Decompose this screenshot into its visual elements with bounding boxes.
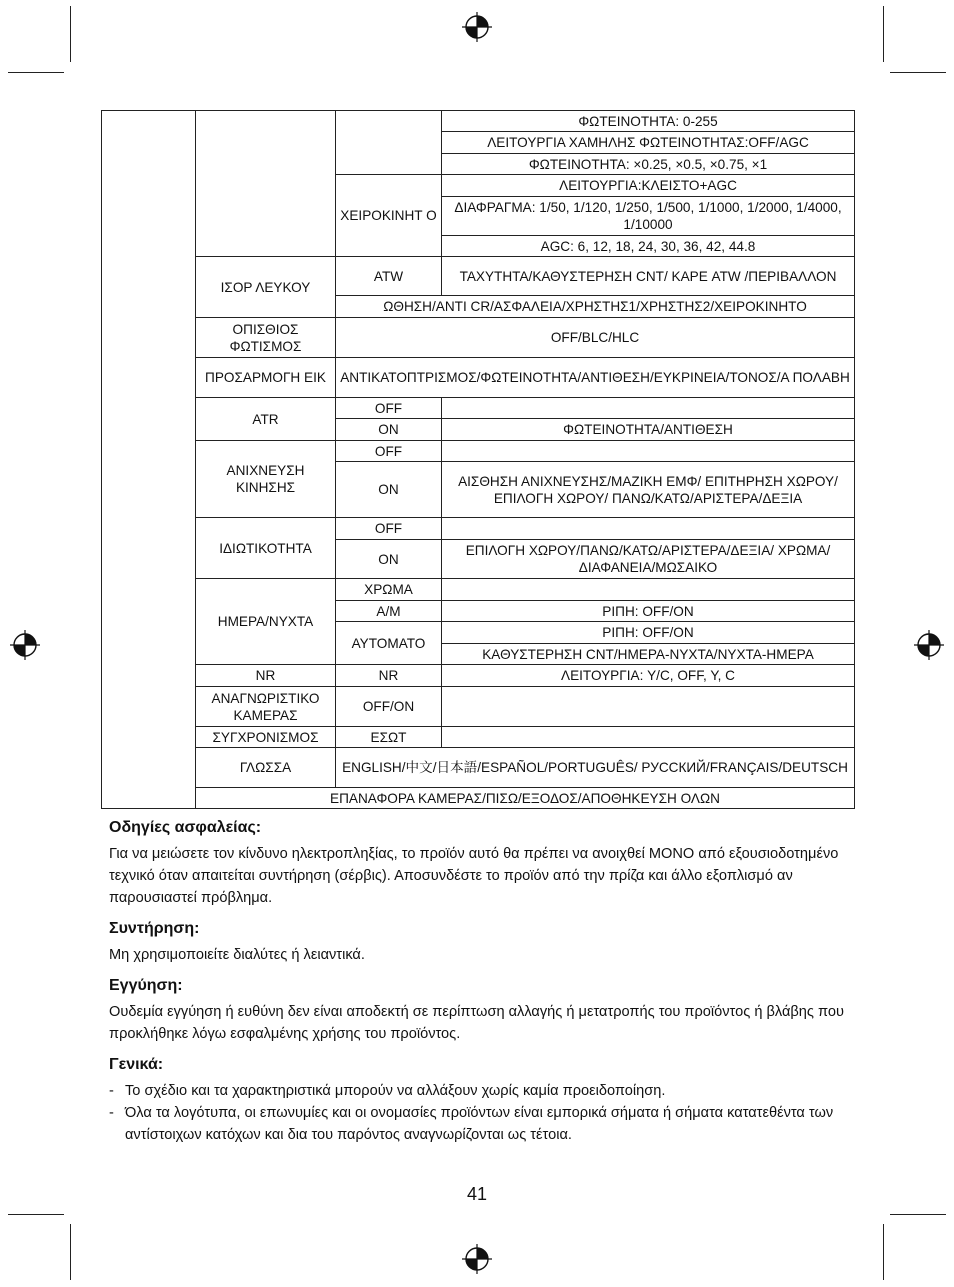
- table-cell: ΩΘΗΣΗ/ΑΝΤΙ CR/ΑΣΦΑΛΕΙΑ/ΧΡΗΣΤΗΣ1/ΧΡΗΣΤΗΣ2/ΧΕΙΡΟΚΙΝΗΤΟ: [336, 296, 855, 318]
- table-cell: [196, 111, 336, 257]
- table-cell: NR: [196, 665, 336, 687]
- table-cell: ΔΙΑΦΡΑΓΜΑ: 1/50, 1/120, 1/250, 1/500, 1/1000, 1/2000, 1/4000, 1/10000: [442, 197, 855, 236]
- table-cell: [442, 398, 855, 419]
- table-cell: OFF: [336, 441, 442, 462]
- list-item-text: Το σχέδιο και τα χαρακτηριστικά μπορούν να αλλάξουν χωρίς καμία προειδοποίηση.: [125, 1083, 666, 1099]
- table-cell: ΚΑΘΥΣΤΕΡΗΣΗ CNT/ΗΜΕΡΑ-ΝΥΧΤΑ/ΝΥΧΤΑ-ΗΜΕΡΑ: [442, 644, 855, 665]
- registration-mark-icon: [914, 630, 944, 660]
- table-cell: ΓΛΩΣΣΑ: [196, 748, 336, 788]
- table-cell: ON: [336, 462, 442, 518]
- table-cell: ΧΡΩΜΑ: [336, 579, 442, 601]
- table-cell: NR: [336, 665, 442, 687]
- table-cell: ΧΕΙΡΟΚΙΝΗΤ Ο: [336, 175, 442, 257]
- maintenance-text: Μη χρησιμοποιείτε διαλύτες ή λειαντικά.: [109, 947, 365, 963]
- table-cell: [442, 518, 855, 540]
- table-cell: ΙΔΙΩΤΙΚΟΤΗΤΑ: [196, 518, 336, 579]
- table-cell: AGC: 6, 12, 18, 24, 30, 36, 42, 44.8: [442, 236, 855, 257]
- general-heading: Γενικά:: [109, 1056, 164, 1073]
- crop-mark: [890, 1214, 946, 1215]
- table-cell: ΛΕΙΤΟΥΡΓΙΑ:ΚΛΕΙΣΤΟ+AGC: [442, 175, 855, 197]
- table-cell: ΡΙΠΗ: OFF/ON: [442, 622, 855, 644]
- table-cell: ΑΥΤΟΜΑΤΟ: [336, 622, 442, 665]
- table-cell: [442, 441, 855, 462]
- registration-mark-icon: [10, 630, 40, 660]
- table-cell: ATR: [196, 398, 336, 441]
- table-cell: ΟΠΙΣΘΙΟΣ ΦΩΤΙΣΜΟΣ: [196, 318, 336, 358]
- table-cell: ΦΩΤΕΙΝΟΤΗΤΑ: 0-255: [442, 111, 855, 132]
- registration-mark-icon: [462, 1244, 492, 1274]
- table-cell: ΕΣΩΤ: [336, 727, 442, 748]
- table-cell: OFF/ON: [336, 687, 442, 727]
- warranty-heading: Εγγύηση:: [109, 977, 183, 994]
- crop-mark: [890, 72, 946, 73]
- crop-mark: [8, 1214, 64, 1215]
- table-cell: ΡΙΠΗ: OFF/ON: [442, 601, 855, 622]
- table-cell: ATW: [336, 257, 442, 296]
- table-cell: ΛΕΙΤΟΥΡΓΙΑ: Y/C, OFF, Y, C: [442, 665, 855, 687]
- table-cell: ΑΙΣΘΗΣΗ ΑΝΙΧΝΕΥΣΗΣ/ΜΑΖΙΚΗ ΕΜΦ/ ΕΠΙΤΗΡΗΣΗ ΧΩΡΟΥ/ΕΠΙΛΟΓΗ ΧΩΡΟΥ/ ΠΑΝΩ/ΚΑΤΩ/ΑΡΙΣΤΕΡΑ/ΔΕΞΙΑ: [442, 462, 855, 518]
- table-cell: ΦΩΤΕΙΝΟΤΗΤΑ/ΑΝΤΙΘΕΣΗ: [442, 419, 855, 441]
- warranty-text: Ουδεμία εγγύηση ή ευθύνη δεν είναι αποδεκτή σε περίπτωση αλλαγής ή μετατροπής του προϊόντος ή βλάβης που προκλήθηκε λόγω εσφαλμένης χρήσης του προϊόντος.: [109, 1004, 844, 1042]
- table-cell: OFF/BLC/HLC: [336, 318, 855, 358]
- table-cell: Α/Μ: [336, 601, 442, 622]
- table-cell: ΕΠΙΛΟΓΗ ΧΩΡΟΥ/ΠΑΝΩ/ΚΑΤΩ/ΑΡΙΣΤΕΡΑ/ΔΕΞΙΑ/ ΧΡΩΜΑ/ΔΙΑΦΑΝΕΙΑ/ΜΩΣΑΙΚΟ: [442, 540, 855, 579]
- list-item: [109, 1102, 849, 1146]
- table-cell: ΦΩΤΕΙΝΟΤΗΤΑ: ×0.25, ×0.5, ×0.75, ×1: [442, 154, 855, 175]
- table-cell: ΑΝΑΓΝΩΡΙΣΤΙΚΟ ΚΑΜΕΡΑΣ: [196, 687, 336, 727]
- table-cell: [442, 687, 855, 727]
- list-item-text: Όλα τα λογότυπα, οι επωνυμίες και οι ονομασίες προϊόντων είναι εμπορικά σήματα ή σήματα κατατεθέντα των αντίστοιχων κατόχων και δια του παρόντος αναγνωρίζονται ως τέτοια.: [125, 1105, 834, 1143]
- table-cell: ΤΑΧΥΤΗΤΑ/ΚΑΘΥΣΤΕΡΗΣΗ CNT/ ΚΑΡΕ ATW /ΠΕΡΙΒΑΛΛΟΝ: [442, 257, 855, 296]
- table-cell: ΑΝΙΧΝΕΥΣΗ ΚΙΝΗΣΗΣ: [196, 441, 336, 518]
- crop-mark: [8, 72, 64, 73]
- bullet-dash: -: [109, 1105, 114, 1121]
- table-cell: OFF: [336, 398, 442, 419]
- empty-column-cell: [102, 111, 196, 809]
- text-sections: [109, 818, 849, 1146]
- table-cell: ΠΡΟΣΑΡΜΟΓΗ ΕΙΚ: [196, 358, 336, 398]
- bullet-dash: -: [109, 1083, 114, 1099]
- table-cell: ΙΣΟΡ ΛΕΥΚΟΥ: [196, 257, 336, 318]
- maintenance-heading: Συντήρηση:: [109, 920, 200, 937]
- table-cell: [442, 579, 855, 601]
- table-cell: OFF: [336, 518, 442, 540]
- table-cell: ENGLISH/中文/日本語/ESPAÑOL/PORTUGUÊS/ РУССКИЙ/FRANÇAIS/DEUTSCH: [336, 748, 855, 788]
- table-cell: ON: [336, 540, 442, 579]
- camera-menu-table: [101, 110, 855, 809]
- table-cell: ΛΕΙΤΟΥΡΓΙΑ ΧΑΜΗΛΗΣ ΦΩΤΕΙΝΟΤΗΤΑΣ:OFF/AGC: [442, 132, 855, 154]
- table-cell: [442, 727, 855, 748]
- table-cell: ΑΝΤΙΚΑΤΟΠΤΡΙΣΜΟΣ/ΦΩΤΕΙΝΟΤΗΤΑ/ΑΝΤΙΘΕΣΗ/ΕΥΚΡΙΝΕΙΑ/ΤΟΝΟΣ/Α ΠΟΛΑΒΗ: [336, 358, 855, 398]
- safety-heading: Οδηγίες ασφαλείας:: [109, 819, 262, 836]
- general-list: [109, 1080, 849, 1146]
- crop-mark: [883, 6, 884, 62]
- table-cell: ΕΠΑΝΑΦΟΡΑ ΚΑΜΕΡΑΣ/ΠΙΣΩ/ΕΞΟΔΟΣ/ΑΠΟΘΗΚΕΥΣΗ ΟΛΩΝ: [196, 788, 855, 809]
- registration-mark-icon: [462, 12, 492, 42]
- table-cell: ΗΜΕΡΑ/ΝΥΧΤΑ: [196, 579, 336, 665]
- page-number: 41: [466, 1184, 488, 1204]
- list-item: [109, 1080, 849, 1102]
- crop-mark: [70, 6, 71, 62]
- table-cell: ON: [336, 419, 442, 441]
- crop-mark: [883, 1224, 884, 1280]
- safety-text: Για να μειώσετε τον κίνδυνο ηλεκτροπληξίας, το προϊόν αυτό θα πρέπει να ανοιχθεί ΜΟΝΟ από εξουσιοδοτημένο τεχνικό όταν απαιτείται συντήρηση (σέρβις). Αποσυνδέστε το προϊόν από την πρίζα και άλλο εξοπλισμό αν παρουσιαστεί πρόβλημα.: [109, 846, 839, 906]
- table-cell: ΣΥΓΧΡΟΝΙΣΜΟΣ: [196, 727, 336, 748]
- table-cell: [336, 111, 442, 175]
- crop-mark: [70, 1224, 71, 1280]
